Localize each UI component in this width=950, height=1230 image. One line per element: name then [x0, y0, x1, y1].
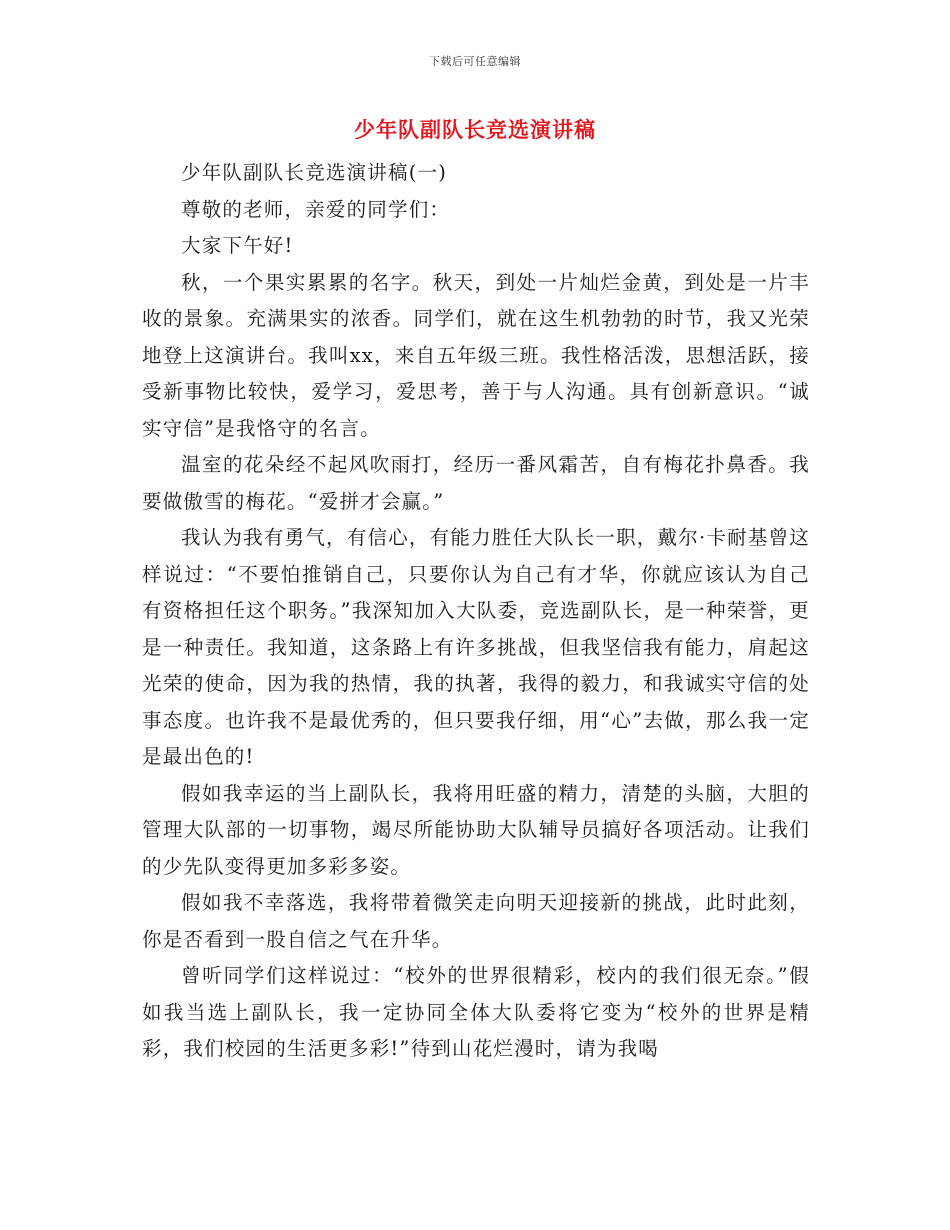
paragraph: 秋，一个果实累累的名字。秋天，到处一片灿烂金黄，到处是一片丰收的景象。充满果实的浓香。同学们，就在这生机勃勃的时节，我又光荣地登上这演讲台。我叫xx，来自五年级三班。我性格活泼，思想活跃，接受新事物比较快，爱学习，爱思考，善于与人沟通。具有创新意识。“诚实守信”是我恪守的名言。	[142, 270, 810, 440]
document-body	[142, 155, 810, 1068]
header-note: 下载后可任意编辑	[429, 55, 521, 68]
paragraph-salutation: 尊敬的老师，亲爱的同学们：	[181, 197, 451, 221]
paragraph-greeting: 大家下午好!	[181, 234, 294, 257]
document-title: 少年队副队长竞选演讲稿	[354, 117, 596, 142]
paragraph: 温室的花朵经不起风吹雨打，经历一番风霜苦，自有梅花扑鼻香。我要做傲雪的梅花。“爱拼才会赢。”	[142, 453, 810, 513]
paragraph: 我认为我有勇气，有信心，有能力胜任大队长一职，戴尔·卡耐基曾这样说过：“不要怕推销自己，只要你认为自己有才华，你就应该认为自己有资格担任这个职务。”我深知加入大队委，竞选副队长，是一种荣誉，更是一种责任。我知道，这条路上有许多挑战，但我坚信我有能力，肩起这光荣的使命，因为我的热情，我的执著，我得的毅力，和我诚实守信的处事态度。也许我不是最优秀的，但只要我仔细，用“心”去做，那么我一定是最出色的!	[142, 526, 810, 768]
paragraph: 假如我幸运的当上副队长，我将用旺盛的精力，清楚的头脑，大胆的管理大队部的一切事物，竭尽所能协助大队辅导员搞好各项活动。让我们的少先队变得更加多彩多姿。	[142, 781, 810, 878]
paragraph: 曾听同学们这样说过：“校外的世界很精彩，校内的我们很无奈。”假如我当选上副队长，我一定协同全体大队委将它变为“校外的世界是精彩，我们校园的生活更多彩!”待到山花烂漫时，请为我喝	[142, 964, 810, 1060]
paragraph-subtitle: 少年队副队长竞选演讲稿(一)	[181, 161, 448, 184]
paragraph: 假如我不幸落选，我将带着微笑走向明天迎接新的挑战，此时此刻，你是否看到一股自信之气在升华。	[142, 891, 810, 951]
